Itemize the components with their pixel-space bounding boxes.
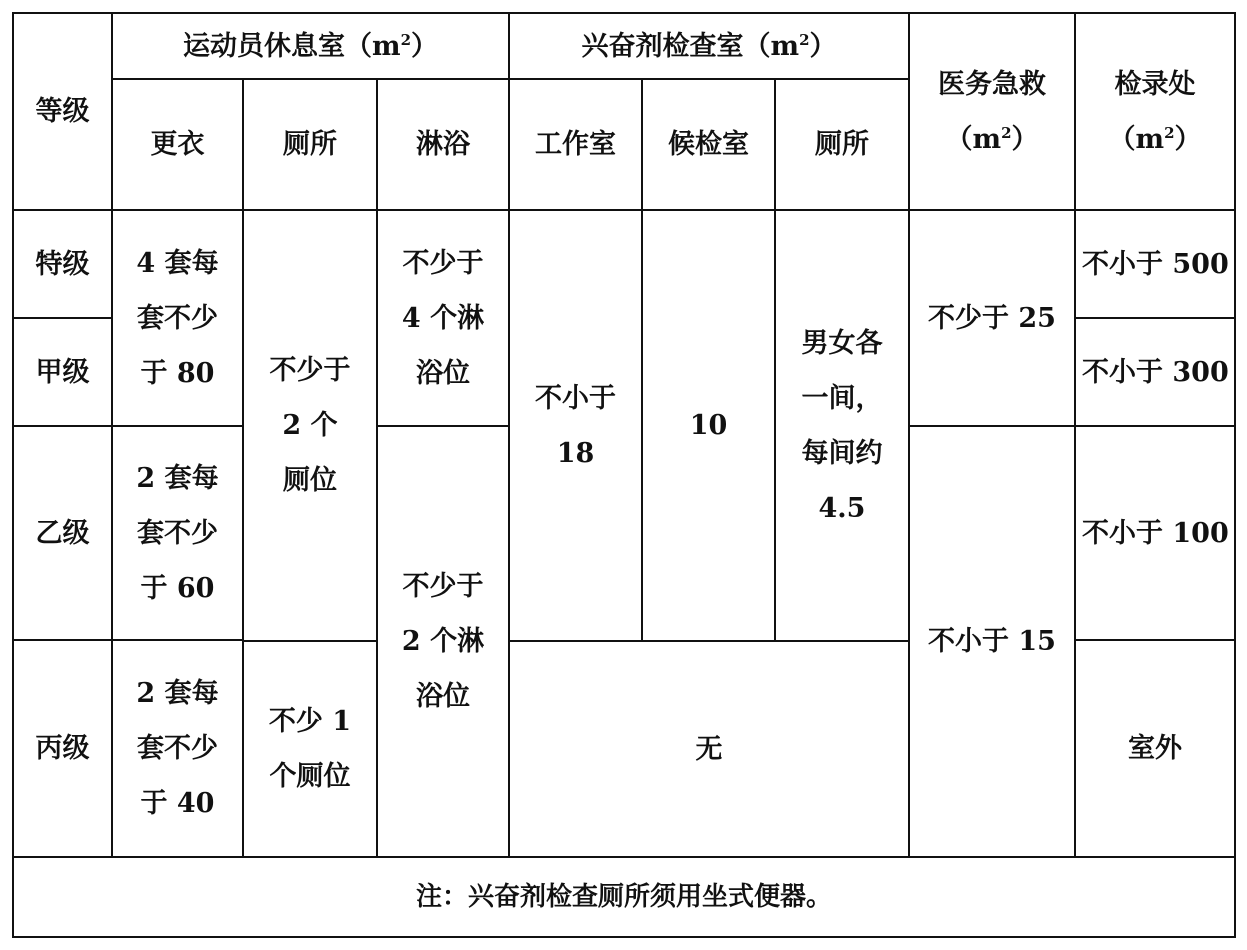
cell-line: 个厕位 [269, 761, 351, 792]
medical-unit: $(m^2)$ [945, 123, 1039, 155]
cell-line: 厕位 [283, 465, 337, 496]
cell-line: 2 个 [282, 410, 338, 441]
doping-none: 无 [509, 641, 909, 857]
shower-bot [377, 426, 509, 857]
locker-top [112, 210, 243, 426]
grade-c: 丙级 [13, 640, 112, 857]
header-doping-check [509, 13, 909, 79]
checkin-unit: $(m^2)$ [1108, 123, 1202, 155]
athlete-rest-label: 运动员休息室$(m^2)$ [182, 30, 438, 62]
table-wrapper [12, 12, 1236, 938]
cell-line: 套不少 [137, 517, 218, 549]
header-row-1 [13, 13, 1235, 79]
header-checkin [1075, 13, 1235, 210]
checkin-c: 室外 [1075, 640, 1235, 857]
toilet-top [243, 210, 377, 641]
cell-line: 不小于 [535, 382, 616, 414]
facility-spec-table [12, 12, 1236, 938]
cell-line: 4 套每 [136, 247, 219, 279]
header-medical [909, 13, 1075, 210]
cell-line: 2 套每 [136, 678, 219, 709]
table-note: 注：兴奋剂检查厕所须用坐式便器。 [13, 857, 1235, 937]
cell-line: 不少 1 [268, 706, 352, 737]
cell-line: 男女各 [801, 327, 883, 359]
header-athlete-rest [112, 13, 509, 79]
cell-line: 于 80 [140, 357, 215, 389]
cell-line: 不少于 [402, 247, 484, 279]
checkin-label: 检录处 [1114, 68, 1196, 100]
cell-line: 一间， [801, 382, 883, 414]
cell-line: 于 60 [140, 572, 215, 604]
medical-top: 不少于 25 [909, 210, 1075, 426]
header-work-room: 工作室 [509, 79, 642, 210]
cell-line: 18 [556, 437, 595, 469]
cell-line: 套不少 [137, 302, 218, 334]
cell-line: 4.5 [818, 492, 866, 524]
grade-special: 特级 [13, 210, 112, 318]
cell-line: 不少于 [269, 355, 351, 386]
cell-line: 每间约 [801, 437, 883, 469]
cell-line: 4 个淋 [401, 302, 485, 334]
header-doping-toilet: 厕所 [775, 79, 909, 210]
header-locker: 更衣 [112, 79, 243, 210]
cell-line: 2 个淋 [401, 626, 485, 657]
toilet-bot [243, 641, 377, 857]
checkin-a: 不小于 300 [1075, 318, 1235, 426]
header-toilet: 厕所 [243, 79, 377, 210]
cell-line: 浴位 [416, 681, 470, 712]
locker-bot [112, 640, 243, 857]
work-room-value [509, 210, 642, 641]
grade-a: 甲级 [13, 318, 112, 426]
cell-line: 于 40 [140, 788, 215, 819]
cell-line: 浴位 [416, 357, 470, 389]
doping-label: 兴奋剂检查室$(m^2)$ [581, 30, 837, 62]
header-waiting-room: 候检室 [642, 79, 775, 210]
cell-line: 不少于 [402, 571, 484, 602]
cell-line: 套不少 [137, 733, 218, 764]
waiting-room-value: 10 [642, 210, 775, 641]
shower-top [377, 210, 509, 426]
doping-toilet-value [775, 210, 909, 641]
header-grade: 等级 [13, 13, 112, 210]
note-row [13, 857, 1235, 937]
locker-mid [112, 426, 243, 640]
checkin-b: 不小于 100 [1075, 426, 1235, 640]
grade-b: 乙级 [13, 426, 112, 640]
checkin-special: 不小于 500 [1075, 210, 1235, 318]
cell-line: 2 套每 [136, 462, 219, 494]
header-shower: 淋浴 [377, 79, 509, 210]
medical-label: 医务急救 [938, 68, 1046, 100]
medical-bot: 不小于 15 [909, 426, 1075, 857]
row-special [13, 210, 1235, 318]
